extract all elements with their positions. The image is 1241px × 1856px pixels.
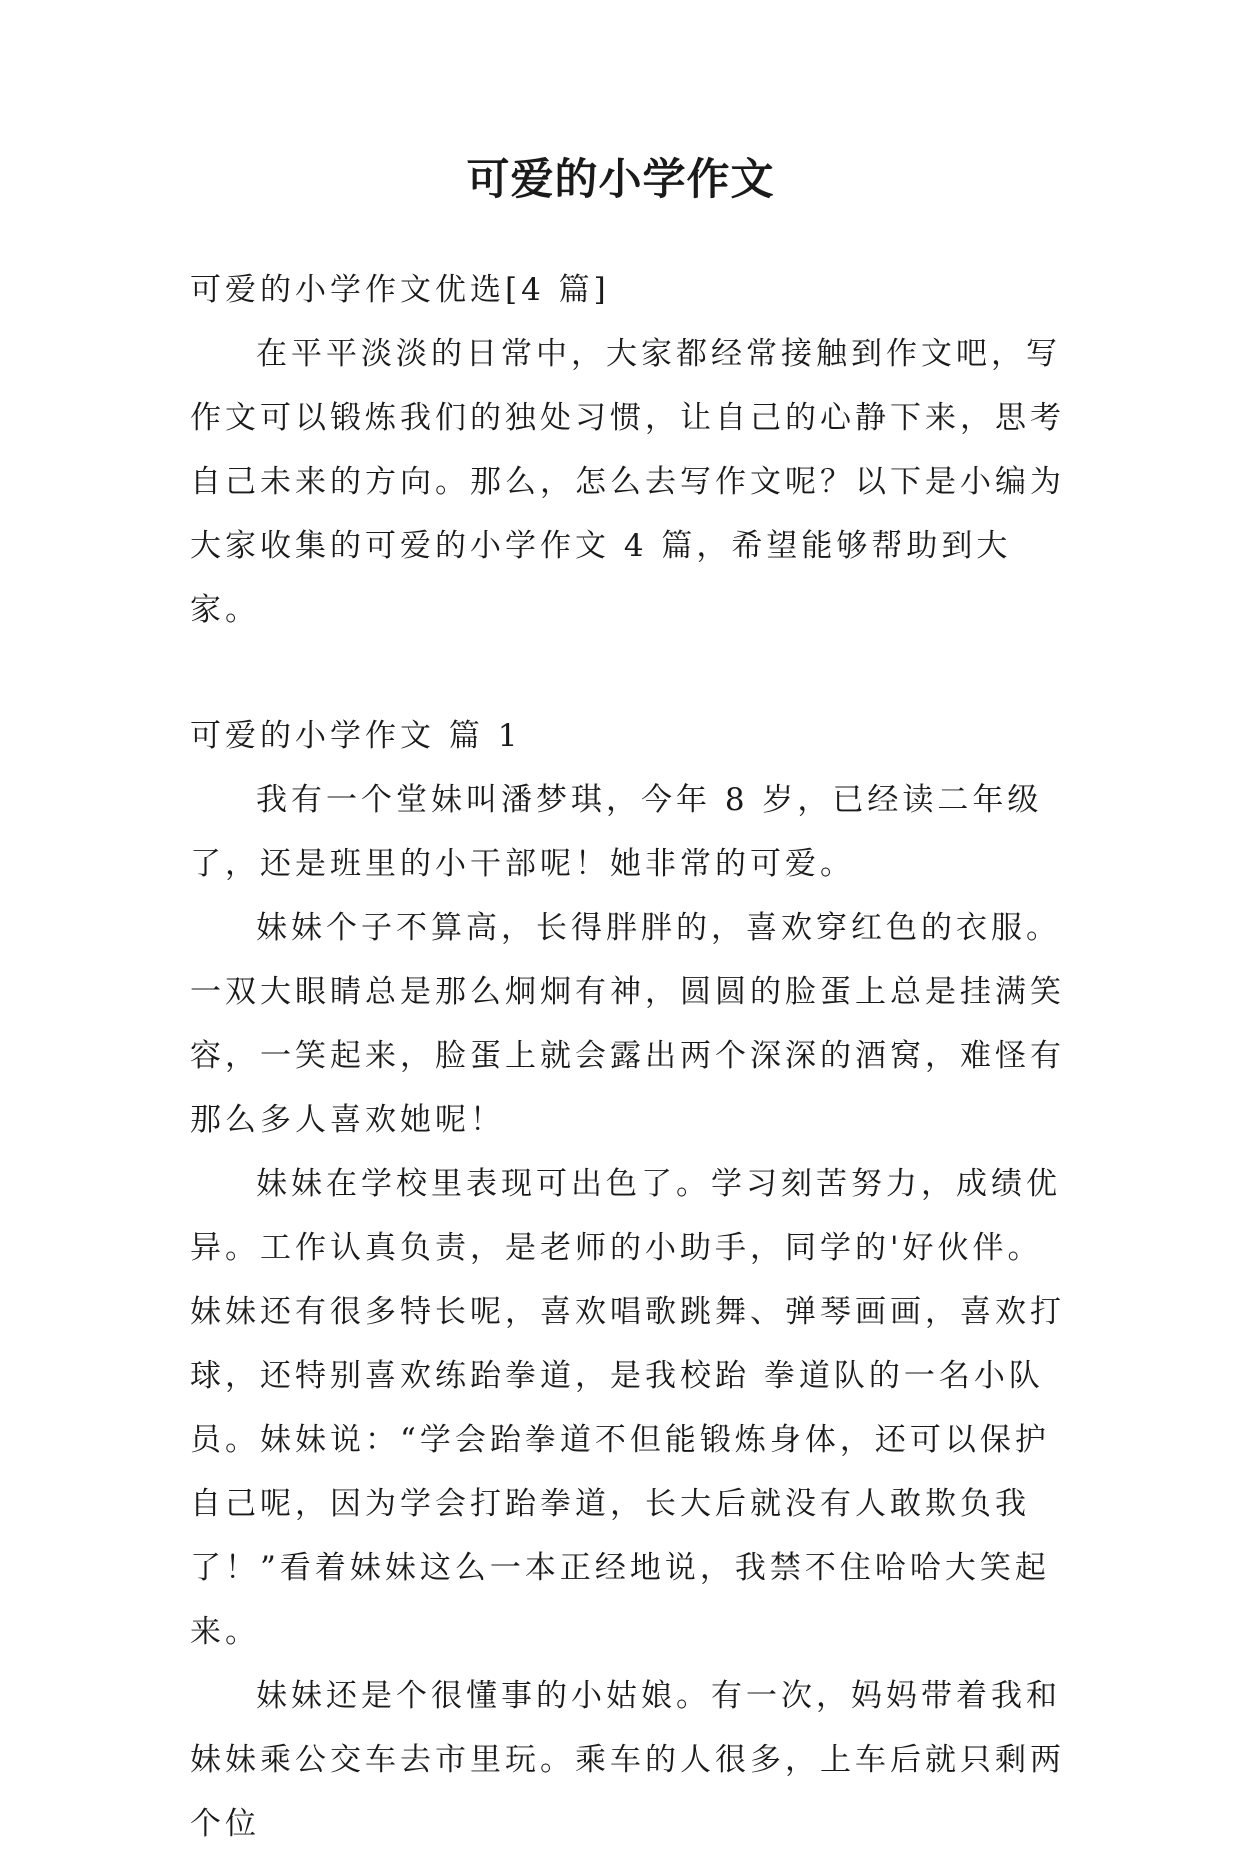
section-heading: 可爱的小学作文 篇 1 xyxy=(190,718,522,754)
body-paragraph-4: 妹妹还是个很懂事的小姑娘。有一次，妈妈带着我和妹妹乘公交车去市里玩。乘车的人很多，上车后就只剩两个位 xyxy=(190,1678,1065,1842)
body-paragraph-2: 妹妹个子不算高，长得胖胖的，喜欢穿红色的衣服。一双大眼睛总是那么炯炯有神，圆圆的脸蛋上总是挂满笑容，一笑起来，脸蛋上就会露出两个深深的酒窝，难怪有那么多人喜欢她呢！ xyxy=(190,910,1065,1138)
document-body xyxy=(190,258,1070,1856)
document-title: 可爱的小学作文 xyxy=(466,155,775,205)
document-subtitle: 可爱的小学作文优选[4 篇] xyxy=(190,272,610,308)
section-spacer xyxy=(190,642,1070,704)
body-paragraph-3: 妹妹在学校里表现可出色了。学习刻苦努力，成绩优异。工作认真负责，是老师的小助手，同学的'好伙伴。妹妹还有很多特长呢，喜欢唱歌跳舞、弹琴画画，喜欢打球，还特别喜欢练跆拳道，是我校跆 拳道队的一名小队员。妹妹说：“学会跆拳道不但能锻炼身体，还可以保护自己呢，因为学会打跆拳道，长大后就没有人敢欺负我了！”看着妹妹这么一本正经地说，我禁不住哈哈大笑起来。 xyxy=(190,1166,1065,1650)
intro-paragraph: 在平平淡淡的日常中，大家都经常接触到作文吧，写作文可以锻炼我们的独处习惯，让自己的心静下来，思考自己未来的方向。那么，怎么去写作文呢？以下是小编为大家收集的可爱的小学作文 4 篇，希望能够帮助到大家。 xyxy=(190,336,1065,628)
body-paragraph-1: 我有一个堂妹叫潘梦琪，今年 8 岁，已经读二年级了，还是班里的小干部呢！她非常的可爱。 xyxy=(190,782,1043,882)
